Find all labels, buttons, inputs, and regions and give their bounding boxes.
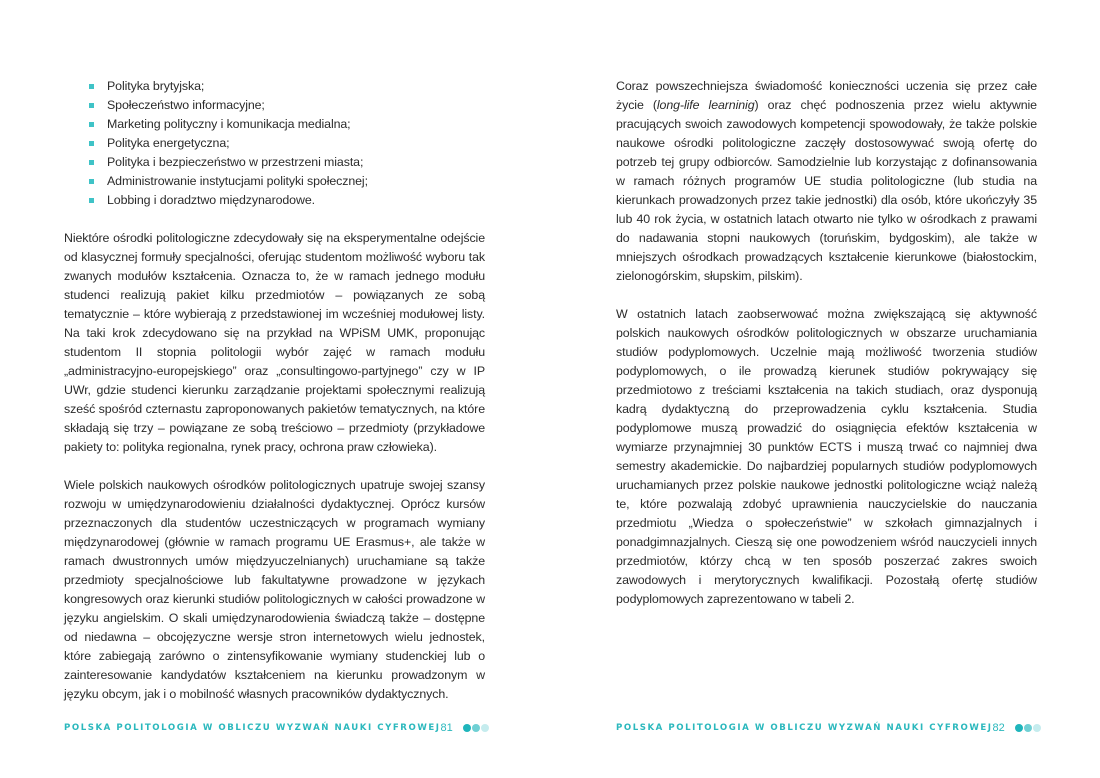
right-page bbox=[550, 0, 1100, 778]
list-item: Administrowanie instytucjami polityki społecznej; bbox=[64, 172, 485, 191]
dot-icon bbox=[1033, 724, 1041, 732]
page-number: 82 bbox=[992, 722, 1005, 734]
specialization-list bbox=[64, 77, 485, 210]
left-text-column bbox=[64, 77, 485, 723]
paragraph-lifelong-learning: Coraz powszechniejsza świadomość konieczności uczenia się przez całe życie (long-life learninig) oraz chęć podnoszenia przez wielu aktywnie pracujących swoich zawodowych kompetencji spowodowały, że także polskie naukowe ośrodki politologiczne zaczęły dostosowywać swoją ofertę do potrzeb tej grupy odbiorców. Samodzielnie lub korzystając z dofinansowania w ramach różnych programów UE studia politologiczne (lub studia na kierunkach prowadzonych przez takie jednostki) dla osób, które ukończyły 35 lub 40 rok życia, w ostatnich latach otwarto nie tylko w ośrodkach z prawami do nadawania stopni naukowych (toruńskim, bydgoskim), ale także w mniejszych ośrodkach prowadzących kształcenie kierunkowe (białostockim, zielonogórskim, słupskim, pilskim). bbox=[616, 79, 1037, 283]
dot-icon bbox=[481, 724, 489, 732]
bullet-square-icon bbox=[89, 160, 94, 165]
dot-icon bbox=[463, 724, 471, 732]
dot-icon bbox=[472, 724, 480, 732]
list-item: Lobbing i doradztwo międzynarodowe. bbox=[64, 191, 485, 210]
bullet-square-icon bbox=[89, 198, 94, 203]
bullet-square-icon bbox=[89, 84, 94, 89]
list-item: Marketing polityczny i komunikacja medialna; bbox=[64, 115, 485, 134]
list-item: Polityka i bezpieczeństwo w przestrzeni miasta; bbox=[64, 153, 485, 172]
dot-icon bbox=[1015, 724, 1023, 732]
bullet-square-icon bbox=[89, 141, 94, 146]
decorative-dots-icon bbox=[1015, 724, 1041, 732]
paragraph-modules: Niektóre ośrodki politologiczne zdecydowały się na eksperymentalne odejście od klasycznej formuły specjalności, oferując studentom możliwość wyboru tak zwanych modułów kształcenia. Oznacza to, że w ramach jednego modułu studenci realizują pakiet kilku przedmiotów – powiązanych ze sobą tematycznie – które wybierają z przedstawionej im wcześniej modułowej listy. Na taki krok zdecydowano się na przykład na WPiSM UMK, proponując studentom II stopnia politologii wybór zajęć w ramach modułu „administracyjno-europejskiego” oraz „consultingowo-partyjnego” czy w IP UWr, gdzie studenci kierunku zarządzanie projektami społecznymi realizują sześć spośród czternastu zaproponowanych pakietów tematycznych, na które składają się trzy – powiązane ze sobą treściowo – przedmioty (przykładowe pakiety to: polityka regionalna, rynek pracy, ochrona praw człowieka). bbox=[64, 231, 485, 454]
bullet-square-icon bbox=[89, 122, 94, 127]
right-text-column bbox=[616, 77, 1037, 628]
left-footer bbox=[64, 719, 485, 737]
running-title: POLSKA POLITOLOGIA W OBLICZU WYZWAŃ NAUKI CYFROWEJ bbox=[64, 723, 441, 733]
running-title: POLSKA POLITOLOGIA W OBLICZU WYZWAŃ NAUKI CYFROWEJ bbox=[616, 723, 993, 733]
paragraph-internationalization: Wiele polskich naukowych ośrodków politologicznych upatruje swojej szansy rozwoju w umiędzynarodowieniu działalności dydaktycznej. Oprócz kursów przeznaczonych dla studentów uczestniczących w programach wymiany międzynarodowej (głównie w ramach programu UE Erasmus+, ale także w ramach dwustronnych umów międzyuczelnianych) uruchamiane są także przedmioty specjalnościowe lub fakultatywne prowadzone w językach kongresowych oraz kierunki studiów politologicznych w całości prowadzone w języku angielskim. O skali umiędzynarodowienia świadczą także – dostępne od niedawna – obcojęzyczne wersje stron internetowych wielu jednostek, które zabiegają zarówno o zintensyfikowanie wymiany studenckiej lub o zainteresowanie kandydatów kształceniem na kierunku prowadzonym w języku obcym, jak i o mobilność własnych pracowników dydaktycznych. bbox=[64, 478, 485, 701]
bullet-square-icon bbox=[89, 179, 94, 184]
list-item: Polityka brytyjska; bbox=[64, 77, 485, 96]
list-item: Społeczeństwo informacyjne; bbox=[64, 96, 485, 115]
page-number: 81 bbox=[440, 722, 453, 734]
bullet-square-icon bbox=[89, 103, 94, 108]
decorative-dots-icon bbox=[463, 724, 489, 732]
paragraph-postgraduate: W ostatnich latach zaobserwować można zwiększającą się aktywność polskich naukowych ośrodków politologicznych w obszarze uruchamiania studiów podyplomowych. Uczelnie mają możliwość tworzenia studiów podyplomowych, o ile prowadzą kierunek studiów pokrywający się przedmiotowo z treściami kształcenia na takich studiach, oraz dysponują kadrą dydaktyczną do przeprowadzenia cyklu kształcenia. Studia podyplomowe muszą prowadzić do osiągnięcia efektów kształcenia w wymiarze przynajmniej 30 punktów ECTS i muszą trwać co najmniej dwa semestry akademickie. Do najbardziej popularnych studiów podyplomowych uruchamianych przez polskie naukowe jednostki politologiczne wciąż należą te, które pozwalają zdobyć uprawnienia nauczycielskie do nauczania przedmiotu „Wiedza o społeczeństwie” w szkołach gimnazjalnych i ponadgimnazjalnych. Cieszą się one powodzeniem wśród nauczycieli innych przedmiotów, którzy chcą w ten sposób poszerzać zakres swoich zawodowych i merytorycznych kwalifikacji. Pozostałą ofertę studiów podyplomowych zaprezentowano w tabeli 2. bbox=[616, 307, 1037, 606]
right-footer bbox=[616, 719, 1035, 737]
italic-term: long-life learninig bbox=[656, 98, 755, 112]
list-item: Polityka energetyczna; bbox=[64, 134, 485, 153]
dot-icon bbox=[1024, 724, 1032, 732]
